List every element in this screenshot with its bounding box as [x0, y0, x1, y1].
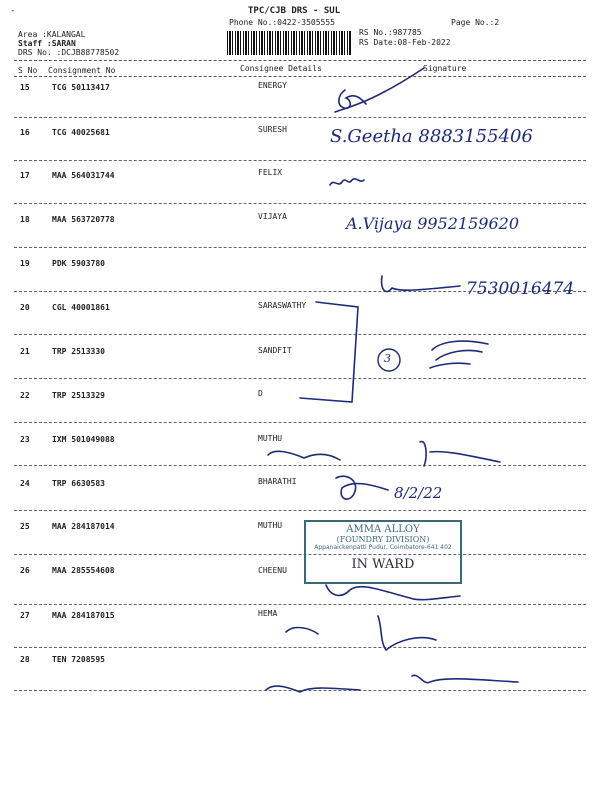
signature-28-left	[266, 686, 360, 692]
signature-21	[430, 341, 488, 368]
row-consignment: MAA 284187015	[52, 611, 115, 620]
row-consignee: SANDFIT	[258, 346, 292, 355]
row-consignment: CGL 40001861	[52, 303, 110, 312]
row-sno: 17	[20, 171, 30, 180]
page-number: Page No.:2	[451, 18, 500, 27]
row-consignment: TRP 6630583	[52, 479, 105, 488]
inward-stamp	[304, 520, 462, 584]
col-sno: S No	[18, 66, 38, 75]
row-sno: 23	[20, 435, 30, 444]
signature-26	[326, 585, 460, 600]
drs-number: DRS No. :DCJB88778502	[18, 48, 120, 57]
signature-27	[286, 616, 436, 650]
handwritten-note-21: 3	[384, 352, 391, 365]
handwritten-note-24: 8/2/22	[394, 484, 443, 502]
row-consignment: MAA 564031744	[52, 171, 115, 180]
row-consignee: BHARATHI	[258, 477, 297, 486]
phone-number: Phone No.:0422-3505555	[229, 18, 335, 27]
handwritten-note-19: 7530016474	[466, 279, 575, 299]
signature-19	[382, 276, 460, 292]
row-consignee: ENERGY	[258, 81, 287, 90]
handwritten-note-18: A.Vijaya 9952159620	[346, 214, 519, 233]
row-consignment: TCG 50113417	[52, 83, 110, 92]
row-consignee: SURESH	[258, 125, 287, 134]
row-consignee: SARASWATHY	[258, 301, 307, 310]
row-sno: 15	[20, 83, 30, 92]
signature-23-right	[420, 441, 500, 466]
stamp-line-2: (FOUNDRY DIVISION)	[336, 535, 430, 544]
row-consignee: MUTHU	[258, 521, 283, 530]
row-sno: 22	[20, 391, 30, 400]
bracket-mark	[300, 302, 358, 402]
row-consignee: FELIX	[258, 168, 283, 177]
signature-17	[330, 179, 364, 185]
row-sno: 26	[20, 566, 30, 575]
row-consignment: MAA 284187014	[52, 522, 115, 531]
row-consignee: D	[258, 389, 263, 398]
row-consignment: MAA 285554608	[52, 566, 115, 575]
staff-label: Staff :SARAN	[18, 39, 76, 48]
row-consignment: MAA 563720778	[52, 215, 115, 224]
signature-15-line	[335, 68, 424, 112]
signature-23-left	[268, 451, 340, 460]
row-sno: 21	[20, 347, 30, 356]
row-sno: 16	[20, 128, 30, 137]
rs-number: RS No.:987785	[359, 28, 422, 37]
row-sno: 20	[20, 303, 30, 312]
corner-mark: -	[10, 6, 16, 16]
area-label: Area :KALANGAL	[18, 30, 86, 39]
signature-28-right	[412, 675, 518, 682]
row-consignment: PDK 5903780	[52, 259, 105, 268]
row-consignee: CHEENU	[258, 566, 287, 575]
rs-date: RS Date:08-Feb-2022	[359, 38, 451, 47]
row-consignment: TRP 2513329	[52, 391, 105, 400]
row-sno: 18	[20, 215, 30, 224]
signature-24	[336, 476, 388, 499]
col-signature: Signature	[423, 64, 467, 73]
row-sno: 28	[20, 655, 30, 664]
row-sno: 24	[20, 479, 30, 488]
row-consignee: MUTHU	[258, 434, 283, 443]
row-sno: 25	[20, 522, 30, 531]
row-consignment: TEN 7208595	[52, 655, 105, 664]
row-consignment: TRP 2513330	[52, 347, 105, 356]
report-title: TPC/CJB DRS - SUL	[248, 6, 341, 16]
row-sno: 27	[20, 611, 30, 620]
row-consignee: VIJAYA	[258, 212, 287, 221]
stamp-line-4: IN WARD	[351, 557, 415, 572]
col-consignee: Consignee Details	[240, 64, 322, 73]
row-consignment: TCG 40025681	[52, 128, 110, 137]
handwritten-note-16: S.Geetha 8883155406	[330, 126, 533, 147]
col-consignment: Consignment No	[48, 66, 116, 75]
row-consignment: IXM 501049088	[52, 435, 115, 444]
row-sno: 19	[20, 259, 30, 268]
stamp-line-1: AMMA ALLOY	[346, 524, 420, 535]
stamp-line-3: Appanaickenpatti Pudur, Coimbatore-641 402	[314, 544, 452, 551]
row-consignee: HEMA	[258, 609, 278, 618]
